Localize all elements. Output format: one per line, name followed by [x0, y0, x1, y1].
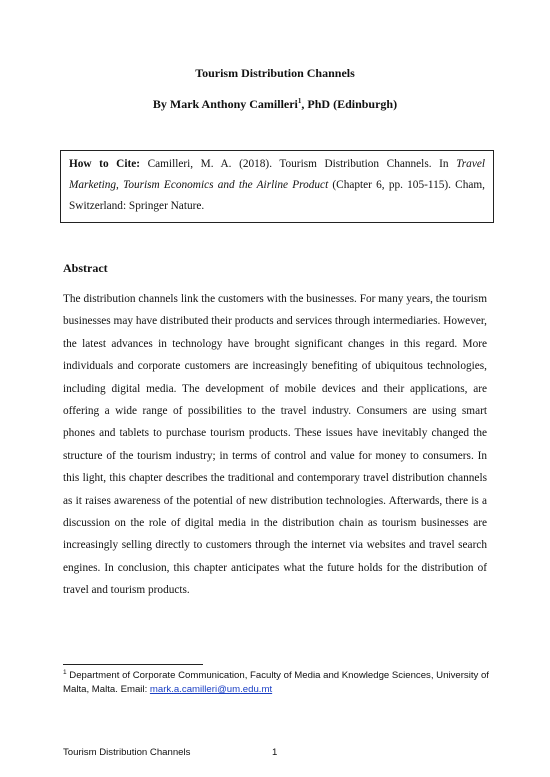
author-degree: , PhD (Edinburgh): [301, 97, 398, 111]
document-title: Tourism Distribution Channels: [195, 66, 355, 80]
footnote-divider: [63, 664, 203, 665]
author-footnote-mark: 1: [297, 97, 302, 105]
footer-page-number: 1: [272, 747, 278, 758]
author-name: By Mark Anthony Camilleri: [152, 97, 298, 111]
footnote-mark: 1: [63, 668, 67, 676]
abstract-heading: Abstract: [63, 261, 108, 275]
citation-text-2: (Chapter 6, pp. 105-115). Cham, Switzerland: Springer Nature.: [69, 179, 485, 212]
abstract-body: The distribution channels link the customers with the businesses. For many years, the tourism businesses may have distributed their products and services through intermediaries. However, the latest advances in technology have brought significant changes in this regard. More individuals and corporate customers are increasingly benefiting of ubiquitous technologies, including digital media. The development of mobile devices and their applications, are offering a wide range of possibilities to the travel industry. Consumers are using smart phones and tablets to purchase tourism products. These issues have inevitably changed the structure of the tourism industry; in terms of control and value for money to consumers. In this light, this chapter describes the traditional and contemporary travel distribution channels as it raises awareness of the potential of new distribution technologies. Afterwards, there is a discussion on the role of digital media in the distribution chain as tourism businesses are increasingly selling directly to customers through the internet via websites and travel search engines. In conclusion, this chapter anticipates what the future holds for the distribution of travel and tourism products.: [63, 293, 487, 597]
footer-running-title: Tourism Distribution Channels: [63, 747, 191, 758]
author-line: [0, 97, 550, 112]
citation-book-title: Travel Marketing, Tourism Economics and the Airline Product: [69, 158, 485, 191]
footnote: [63, 669, 503, 697]
citation-text-1: Camilleri, M. A. (2018). Tourism Distribution Channels. In: [140, 158, 457, 170]
citation-box: [60, 150, 494, 223]
citation-label: How to Cite:: [69, 158, 141, 170]
footnote-text: Department of Corporate Communication, Faculty of Media and Knowledge Sciences, University of Malta, Malta. Email:: [63, 670, 489, 695]
footnote-email-link[interactable]: mark.a.camilleri@um.edu.mt: [149, 684, 273, 695]
